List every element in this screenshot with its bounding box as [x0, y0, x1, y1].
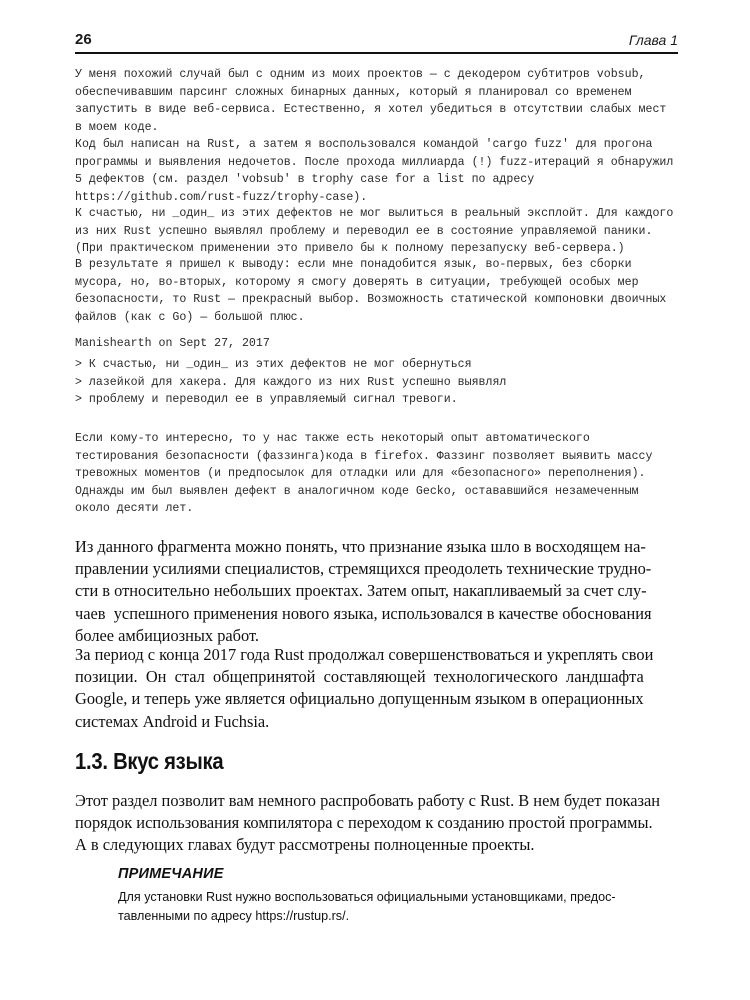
chapter-label: Глава 1	[628, 32, 678, 48]
body-paragraph-1: Из данного фрагмента можно понять, что признание языка шло в восходящем на- правлении усилиями специалистов, стремящихся преодолеть технические трудно- сти в относительно небольших проектах. Затем опыт, накапливаемый за счет слу- чаев успешного применения нового языка, использовался в качестве обоснования более амбициозных работ.	[75, 537, 652, 645]
reply-quoted-text: > К счастью, ни _один_ из этих дефектов не мог обернуться > лазейкой для хакера. Для каждого из них Rust успешно выявлял > проблему и переводил ее в управляемый сигнал тревоги.	[75, 358, 507, 407]
reply-author-line: Manishearth on Sept 27, 2017	[75, 337, 270, 350]
page-number: 26	[75, 31, 92, 48]
quote-paragraph-2: Код был написан на Rust, а затем я воспользовался командой 'cargo fuzz' для прогона программы и выявления недочетов. После прохода миллиарда (!) fuzz-итераций я обнаружил 5 дефектов (см. раздел 'vobsub' в trophy case for a list по адресу https://github.com/rust-fuzz/trophy-case).	[75, 138, 674, 204]
quote-paragraph-3: К счастью, ни _один_ из этих дефектов не мог вылиться в реальный эксплойт. Для каждого из них Rust успешно выявлял проблему и переводил ее в состояние управляемой паники. (При практическом применении это привело бы к полному перезапуску веб-сервера.)	[75, 207, 674, 256]
note-title: ПРИМЕЧАНИЕ	[118, 866, 224, 882]
running-header	[75, 28, 678, 54]
quote-paragraph-4: В результате я пришел к выводу: если мне понадобится язык, во-первых, без сборки мусора, но, во-вторых, которому я смогу доверять в ситуации, требующей особых мер безопасности, то Rust — прекрасный выбор. Возможность статической компоновки двоичных файлов (как с Go) — большой плюс.	[75, 258, 667, 324]
body-paragraph-3: Этот раздел позволит вам немного распробовать работу с Rust. В нем будет показан порядок использования компилятора с переходом к созданию простой программы. А в следующих главах будут рассмотрены полноценные проекты.	[75, 791, 661, 855]
quote-paragraph-1: У меня похожий случай был с одним из моих проектов — с декодером субтитров vobsub, обеспечивавшим парсинг сложных бинарных данных, который я планировал со временем запустить в виде веб-сервиса. Естественно, я хотел убедиться в отсутствии слабых мест в моем коде.	[75, 68, 667, 134]
note-text: Для установки Rust нужно воспользоваться официальными установщиками, предос- тавленными по адресу https://rustup.rs/.	[118, 890, 616, 923]
reply-body-text: Если кому-то интересно, то у нас также есть некоторый опыт автоматического тестирования безопасности (фаззинга)кода в firefox. Фаззинг позволяет выявить массу тревожных моментов (и предпосылок для отладки или для «безопасного» переполнения). Однажды им был выявлен дефект в аналогичном коде Gecko, остававшийся незамеченным около десяти лет.	[75, 432, 653, 516]
section-heading: 1.3. Вкус языка	[75, 748, 224, 774]
body-paragraph-2: За период с конца 2017 года Rust продолжал совершенствоваться и укреплять свои позиции. Он стал общепринятой составляющей технологического ландшафта Google, и теперь уже является официально допущенным языком в операционных системах Android и Fuchsia.	[75, 645, 654, 731]
